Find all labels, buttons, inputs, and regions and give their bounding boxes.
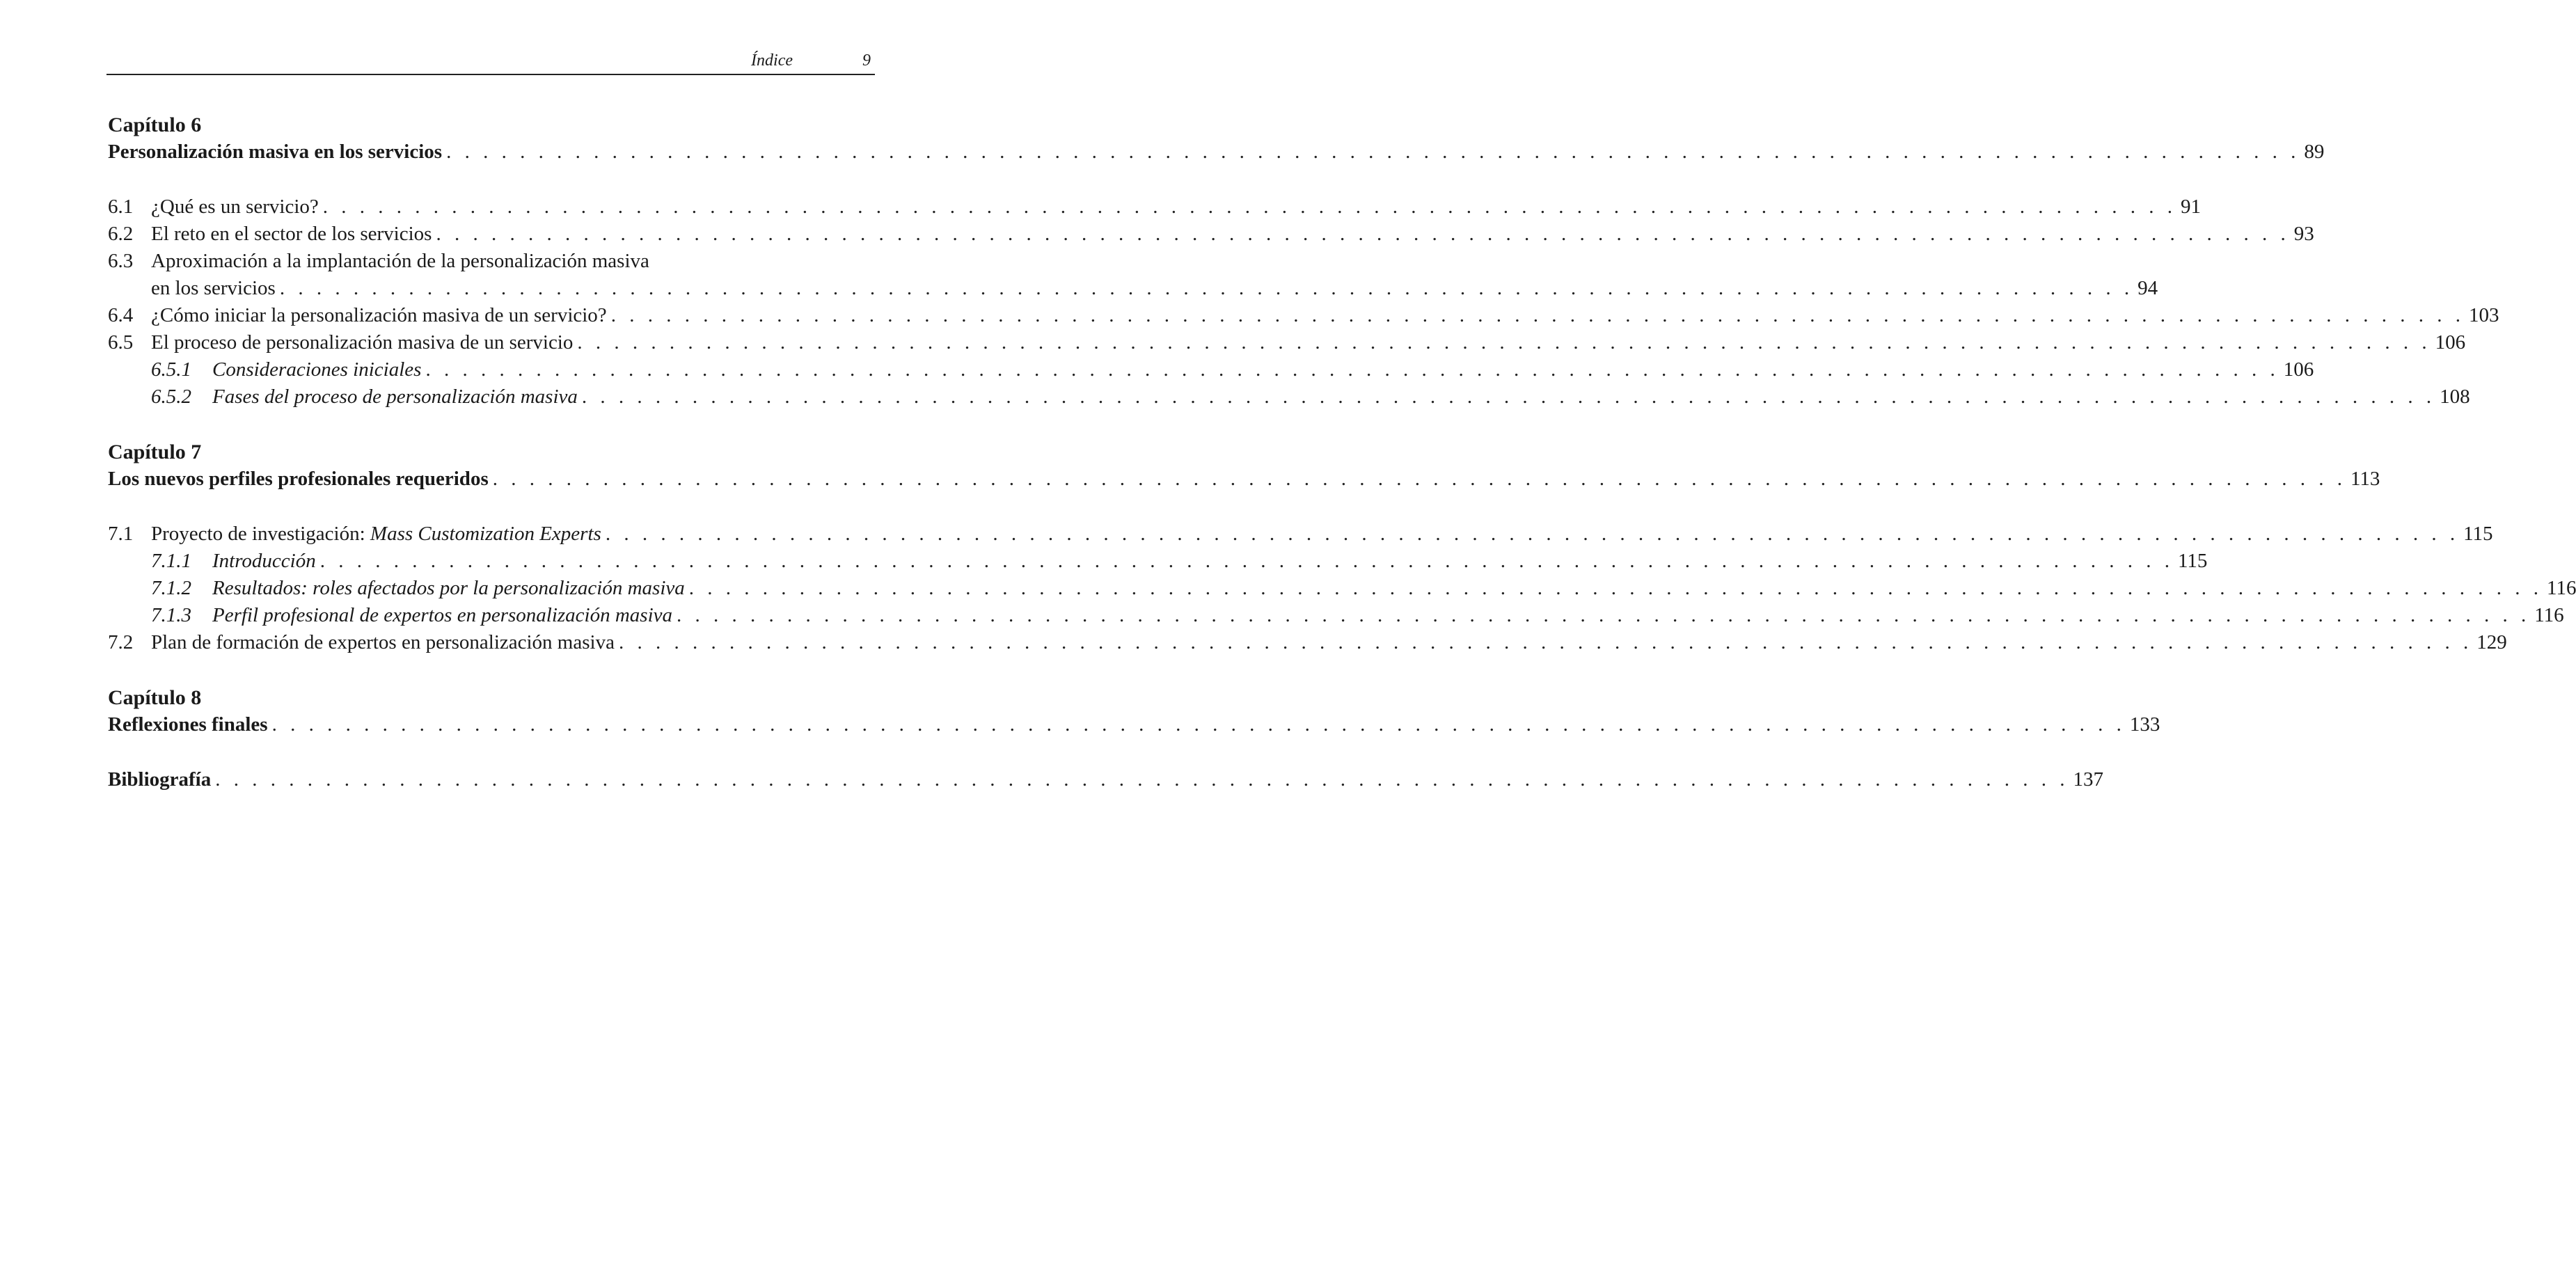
toc-entry[interactable] [108,629,2507,656]
section-title: Aproximación a la implantación de la personalización masiva [151,250,649,272]
dot-leader: . . . . . . . . . . . . . . . . . . . . . . . . . . . . . . . . . . . . . . . . . . . . . . . . . . . . . . . . . . . . . . . . . . . . . . . . . . . . . . . . . . . . . . . . . . . . . . . . . . . . . [492,468,2346,490]
toc-page-number: 133 [2129,713,2160,736]
subsection-number: 6.5.2 [151,386,191,408]
toc-entry[interactable] [108,521,2493,548]
running-head-title: Índice [751,51,793,70]
toc-page-number: 116 [2534,604,2564,626]
section-number: 6.3 [108,250,134,272]
subsection-title: Perfil profesional de expertos en personalización masiva [212,604,672,626]
section-list [108,521,2576,656]
chapter-6 [108,111,2499,411]
chapter-title: Reflexiones finales [108,713,268,736]
toc-subentry[interactable] [108,575,2576,602]
chapter-title: Personalización masiva en los servicios [108,141,443,163]
subsection-title: Resultados: roles afectados por la personalización masiva [212,577,685,599]
dot-leader: . . . . . . . . . . . . . . . . . . . . . . . . . . . . . . . . . . . . . . . . . . . . . . . . . . . . . . . . . . . . . . . . . . . . . . . . . . . . . . . . . . . . . . . . . . . . . . . . . . . . . [322,196,2177,218]
dot-leader: . . . . . . . . . . . . . . . . . . . . . . . . . . . . . . . . . . . . . . . . . . . . . . . . . . . . . . . . . . . . . . . . . . . . . . . . . . . . . . . . . . . . . . . . . . . . . . . . . . . . . [577,331,2431,354]
table-of-contents [108,111,2576,793]
section-number: 7.1 [108,523,134,545]
dot-leader: . . . . . . . . . . . . . . . . . . . . . . . . . . . . . . . . . . . . . . . . . . . . . . . . . . . . . . . . . . . . . . . . . . . . . . . . . . . . . . . . . . . . . . . . . . . . . . . . . . . . . [446,141,2300,163]
chapter-8 [108,684,2160,738]
section-number: 6.1 [108,196,134,218]
toc-chapter-entry[interactable] [108,711,2160,738]
toc-subentry[interactable] [108,383,2470,411]
toc-entry[interactable] [108,221,2314,248]
section-title: Plan de formación de expertos en personalización masiva [151,631,615,653]
toc-page-number: 93 [2293,223,2314,245]
chapter-label: Capítulo 7 [108,441,202,463]
toc-chapter-entry[interactable] [108,138,2325,166]
dot-leader: . . . . . . . . . . . . . . . . . . . . . . . . . . . . . . . . . . . . . . . . . . . . . . . . . . . . . . . . . . . . . . . . . . . . . . . . . . . . . . . . . . . . . . . . . . . . . . . . . . . . . [618,631,2473,653]
toc-page-number: 106 [2435,331,2466,354]
subsection-title: Introducción [212,550,316,572]
chapter-label: Capítulo 6 [108,113,202,136]
toc-page-number: 89 [2304,141,2325,163]
subsection-number: 7.1.1 [151,550,191,572]
toc-subentry[interactable] [108,356,2314,383]
toc-entry[interactable] [108,193,2202,221]
toc-entry-continuation[interactable] [108,275,2158,302]
toc-subentry[interactable] [108,602,2564,629]
toc-page-number: 115 [2177,550,2208,572]
dot-leader: . . . . . . . . . . . . . . . . . . . . . . . . . . . . . . . . . . . . . . . . . . . . . . . . . . . . . . . . . . . . . . . . . . . . . . . . . . . . . . . . . . . . . . . . . . . . . . . . . . . . . [436,223,2290,245]
dot-leader: . . . . . . . . . . . . . . . . . . . . . . . . . . . . . . . . . . . . . . . . . . . . . . . . . . . . . . . . . . . . . . . . . . . . . . . . . . . . . . . . . . . . . . . . . . . . . . . . . . . . . [279,277,2134,299]
toc-page-number: 116 [2547,577,2576,599]
subsection-title: Fases del proceso de personalización masiva [212,386,578,408]
toc-page-number: 106 [2283,358,2314,381]
toc-page-number: 103 [2468,304,2499,326]
dot-leader: . . . . . . . . . . . . . . . . . . . . . . . . . . . . . . . . . . . . . . . . . . . . . . . . . . . . . . . . . . . . . . . . . . . . . . . . . . . . . . . . . . . . . . . . . . . . . . . . . . . . . [610,304,2465,326]
toc-page-number: 113 [2350,468,2380,490]
dot-leader: . . . . . . . . . . . . . . . . . . . . . . . . . . . . . . . . . . . . . . . . . . . . . . . . . . . . . . . . . . . . . . . . . . . . . . . . . . . . . . . . . . . . . . . . . . . . . . . . . . . . . [425,358,2279,381]
toc-page-number: 129 [2476,631,2507,653]
running-head [106,50,875,75]
section-title: ¿Cómo iniciar la personalización masiva de un servicio? [151,304,607,326]
toc-page-number: 94 [2138,277,2158,299]
section-list [108,193,2499,411]
dot-leader: . . . . . . . . . . . . . . . . . . . . . . . . . . . . . . . . . . . . . . . . . . . . . . . . . . . . . . . . . . . . . . . . . . . . . . . . . . . . . . . . . . . . . . . . . . . . . . . . . . . . . [605,523,2460,545]
dot-leader: . . . . . . . . . . . . . . . . . . . . . . . . . . . . . . . . . . . . . . . . . . . . . . . . . . . . . . . . . . . . . . . . . . . . . . . . . . . . . . . . . . . . . . . . . . . . . . . . . . . . . [581,386,2436,408]
section-number: 6.2 [108,223,134,245]
subsection-number: 6.5.1 [151,358,191,381]
bibliography-title: Bibliografía [108,768,212,791]
toc-entry[interactable] [108,302,2499,329]
toc-entry[interactable] [108,329,2466,356]
subsection-title: Consideraciones iniciales [212,358,422,381]
dot-leader: . . . . . . . . . . . . . . . . . . . . . . . . . . . . . . . . . . . . . . . . . . . . . . . . . . . . . . . . . . . . . . . . . . . . . . . . . . . . . . . . . . . . . . . . . . . . . . . . . . . . . [215,768,2069,791]
toc-entry-first-line[interactable] [108,248,874,275]
page-number: 9 [862,51,871,70]
section-number: 6.5 [108,331,134,354]
toc-page-number: 137 [2073,768,2103,791]
subsection-number: 7.1.2 [151,577,191,599]
toc-page-number: 91 [2181,196,2202,218]
toc-bibliography-entry[interactable] [108,766,2103,793]
toc-subentry[interactable] [108,548,2208,575]
section-title: El reto en el sector de los servicios [151,223,432,245]
section-title: Proyecto de investigación: [151,523,370,545]
section-title-italic: Mass Customization Experts [370,523,601,545]
dot-leader: . . . . . . . . . . . . . . . . . . . . . . . . . . . . . . . . . . . . . . . . . . . . . . . . . . . . . . . . . . . . . . . . . . . . . . . . . . . . . . . . . . . . . . . . . . . . . . . . . . . . . [688,577,2543,599]
chapter-title: Los nuevos perfiles profesionales requeridos [108,468,489,490]
section-title-continuation: en los servicios [151,277,276,299]
section-title: El proceso de personalización masiva de un servicio [151,331,574,354]
section-number: 7.2 [108,631,134,653]
section-number: 6.4 [108,304,134,326]
section-title: ¿Qué es un servicio? [151,196,319,218]
dot-leader: . . . . . . . . . . . . . . . . . . . . . . . . . . . . . . . . . . . . . . . . . . . . . . . . . . . . . . . . . . . . . . . . . . . . . . . . . . . . . . . . . . . . . . . . . . . . . . . . . . . . . [271,713,2126,736]
subsection-number: 7.1.3 [151,604,191,626]
chapter-7 [108,438,2576,656]
chapter-label: Capítulo 8 [108,686,202,709]
toc-page-number: 108 [2440,386,2470,408]
dot-leader: . . . . . . . . . . . . . . . . . . . . . . . . . . . . . . . . . . . . . . . . . . . . . . . . . . . . . . . . . . . . . . . . . . . . . . . . . . . . . . . . . . . . . . . . . . . . . . . . . . . . . [677,604,2531,626]
toc-chapter-entry[interactable] [108,466,2380,493]
toc-page-number: 115 [2463,523,2493,545]
dot-leader: . . . . . . . . . . . . . . . . . . . . . . . . . . . . . . . . . . . . . . . . . . . . . . . . . . . . . . . . . . . . . . . . . . . . . . . . . . . . . . . . . . . . . . . . . . . . . . . . . . . . . [319,550,2174,572]
